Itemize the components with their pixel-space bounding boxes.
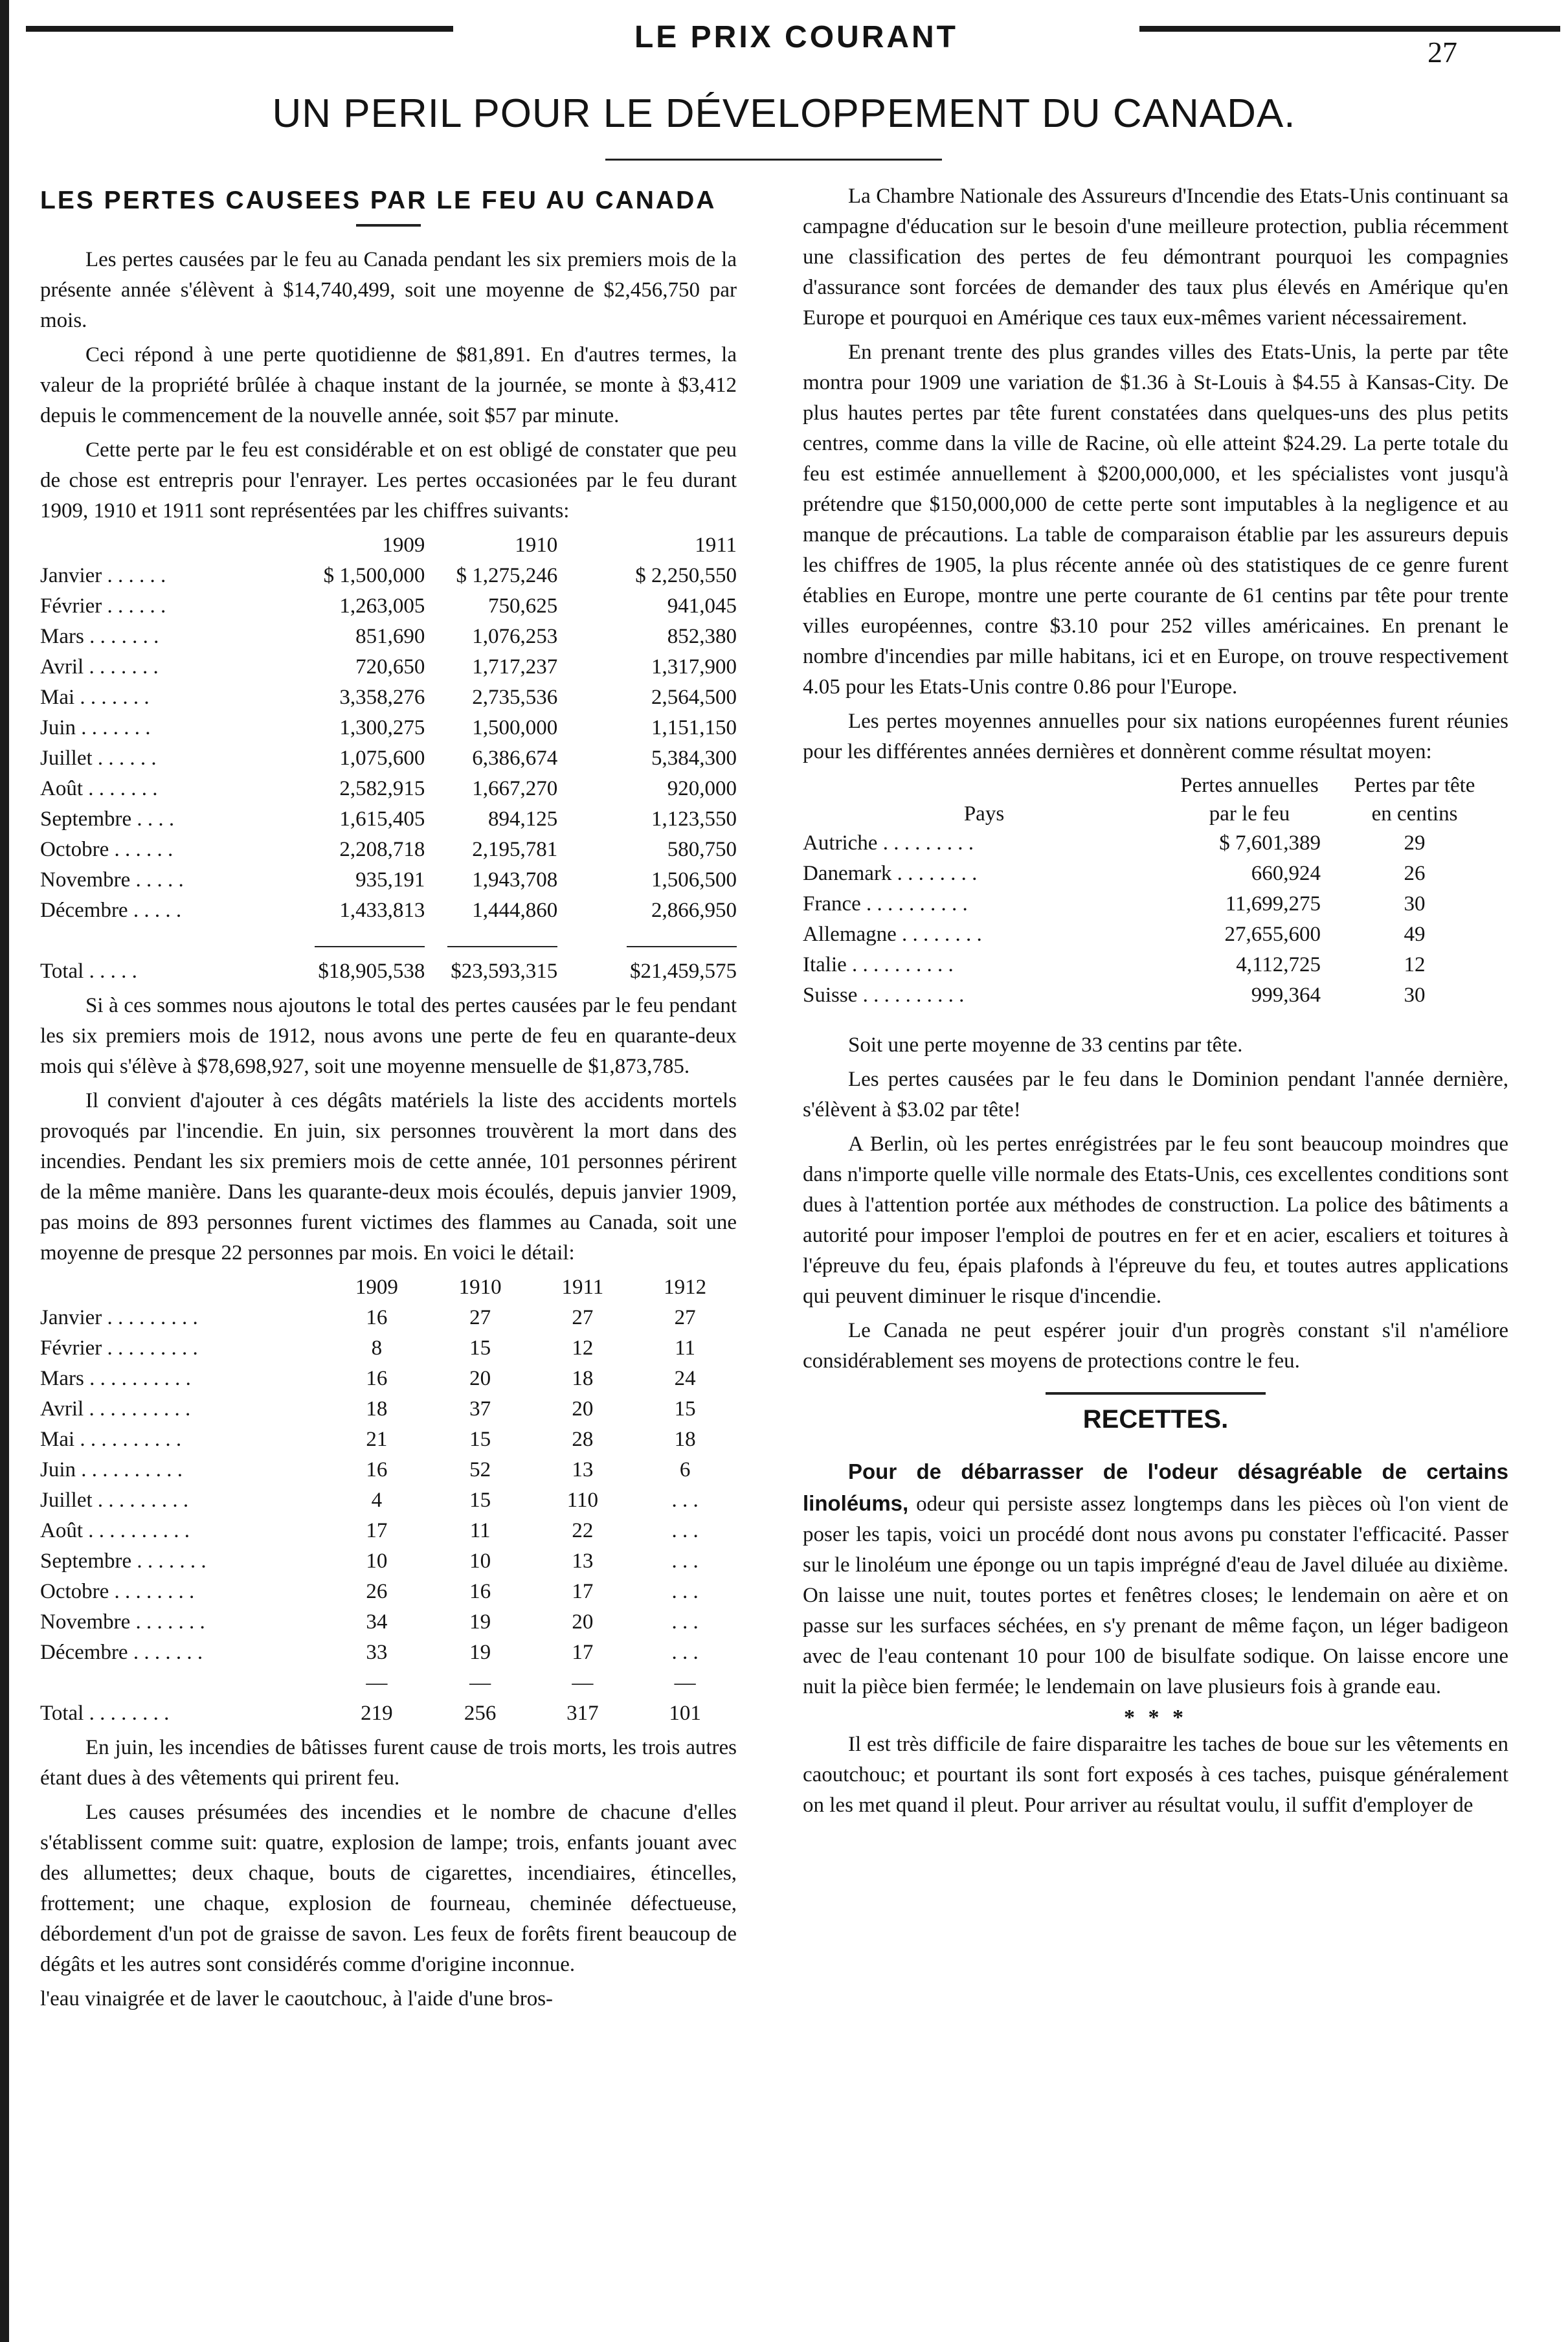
table-cell: Février . . . . . . . . .	[40, 1336, 198, 1360]
table-cell	[425, 926, 557, 956]
table-cell: 101	[669, 1702, 701, 1725]
masthead: LE PRIX COURANT	[453, 22, 1139, 53]
table-cell: Mars . . . . . . .	[40, 625, 159, 648]
table-cell: 52	[469, 1458, 491, 1481]
paragraph: Il convient d'ajouter à ces dégâts matériels la liste des accidents mortels provoqués par l'incendie. En juin, six personnes trouvèrent la mort dans des incendies. Pendant les six premiers mois de cette année, 101 personnes périrent de la même manière. Dans les quarante-deux mois écoulés, depuis janvier 1909, pas moins de 893 personnes furent victimes des flammes au Canada, soit une moyenne de presque 22 personnes par mois. En voici le détail:	[40, 1089, 737, 1265]
table-cell: 999,364	[1251, 984, 1321, 1007]
table-cell: 33	[366, 1641, 388, 1664]
column-header: 1909	[382, 534, 425, 557]
table-cell: 20	[572, 1397, 594, 1421]
table-cell: 13	[572, 1549, 594, 1573]
table-cell: 12	[572, 1336, 594, 1360]
paragraph: Si à ces sommes nous ajoutons le total des pertes causées par le feu pendant les six premiers mois de 1912, nous avons une perte de feu en quarante-deux mois qui s'élève à $78,698,927, soit une moyenne mensuelle de $1,873,785.	[40, 994, 737, 1078]
table-cell: $21,459,575	[630, 960, 737, 983]
table-cell: Octobre . . . . . . . .	[40, 1580, 195, 1603]
table-cell: 27	[469, 1306, 491, 1329]
table-cell: 15	[674, 1397, 696, 1421]
column-header: en centins	[1371, 802, 1458, 826]
paragraph: Les causes présumées des incendies et le nombre de chacune d'elles s'établissent comme suit: quatre, explosion de lampe; trois, enfants jouant avec des allumettes; deux chaque, bouts de cigarettes, incendiaires, étincelles, frottement; une chaque, explosion de fourneau, cheminée défectueuse, débordement d'un pot de graisse de savon. Les feux de forêts firent beaucoup de dégâts et les autres sont considérés comme d'origine inconnue.	[40, 1801, 737, 1976]
table-cell: $ 2,250,550	[635, 564, 737, 587]
table-cell: 20	[572, 1610, 594, 1634]
table-row	[803, 919, 1495, 950]
table-cell: Autriche . . . . . . . . .	[803, 831, 974, 855]
table-cell: 3,358,276	[339, 686, 425, 709]
total-row	[40, 1698, 737, 1729]
table-cell: Suisse . . . . . . . . . .	[803, 984, 965, 1007]
table-cell: 27	[674, 1306, 696, 1329]
column-header: Pays	[963, 802, 1005, 826]
table-cell: 29	[1404, 831, 1426, 855]
paragraph: l'eau vinaigrée et de laver le caoutchouc, à l'aide d'une bros-	[40, 1987, 554, 2010]
column-header: 1909	[355, 1276, 398, 1299]
sum-rule-row	[40, 926, 737, 956]
table-cell: 1,667,270	[472, 777, 558, 800]
table-cell: 1,615,405	[339, 807, 425, 831]
column-header: Pertes par tête	[1354, 774, 1475, 797]
table-cell: 1,151,150	[651, 716, 737, 739]
fire-loss-table	[40, 530, 737, 987]
table-cell: 1,076,253	[472, 625, 558, 648]
table-cell: 580,750	[667, 838, 737, 861]
table-cell: 317	[566, 1702, 599, 1725]
table-row	[40, 1424, 737, 1455]
table-cell: $18,905,538	[318, 960, 425, 983]
table-row	[40, 1455, 737, 1485]
table-cell: 935,191	[355, 868, 425, 892]
table-cell: 1,500,000	[472, 716, 558, 739]
table-cell	[803, 771, 1165, 800]
table-cell: 1,506,500	[651, 868, 737, 892]
table-cell: 10	[469, 1549, 491, 1573]
paragraph: A Berlin, où les pertes enrégistrées par le feu sont beaucoup moindres que dans n'importe quelle ville normale des Etats-Unis, ces excellentes conditions sont dues à l'attention portée aux méthodes de construction. La police des bâtiments a autorité pour imposer l'emploi de poutres en fer et en acier, escaliers et toitures à l'épreuve du feu, épais plafonds à l'épreuve du feu, et toutes autres applications qui peuvent diminuer le risque d'incendie.	[803, 1132, 1508, 1308]
table-row	[40, 743, 737, 774]
country-loss-table	[803, 771, 1495, 1011]
table-cell: 34	[366, 1610, 388, 1634]
table-cell: Novembre . . . . .	[40, 868, 184, 892]
table-cell	[40, 1668, 325, 1698]
table-cell: Juin . . . . . . . . . .	[40, 1458, 183, 1481]
recipe-text: odeur qui persiste assez longtemps dans les pièces où l'on vient de poser les tapis, voici un procédé dont nous avons pu constater l'efficacité. Passer sur le linoléum une éponge ou un tapis imprégné d'eau de Javel diluée au dixième. On laisse une nuit, toutes portes et fenêtres closes; le lendemain on aère et on passe sur les surfaces séchées, en s'y prenant de même façon, un léger badigeon avec de l'eau contenant 10 pour 100 de bisulfate sodique. On laisse encore une nuit la pièce bien fermée; le lendemain on lave plusieurs fois à grande eau.	[803, 1492, 1508, 1698]
table-row	[40, 1394, 737, 1424]
page-number: 27	[1428, 36, 1457, 69]
table-cell: 28	[572, 1428, 594, 1451]
table-cell: 851,690	[355, 625, 425, 648]
table-cell	[40, 926, 292, 956]
table-cell: 19	[469, 1641, 491, 1664]
table-cell: 21	[366, 1428, 388, 1451]
table-cell: France . . . . . . . . . .	[803, 892, 968, 916]
table-cell: 30	[1404, 892, 1426, 916]
table-cell: 27	[572, 1306, 594, 1329]
table-cell: Janvier . . . . . . . . .	[40, 1306, 198, 1329]
paragraph: En juin, les incendies de bâtisses furent cause de trois morts, les trois autres étant dues à des vêtements qui prirent feu.	[40, 1736, 737, 1790]
table-cell: Octobre . . . . . .	[40, 838, 174, 861]
table-cell: 26	[1404, 862, 1426, 885]
table-row	[40, 835, 737, 865]
table-cell: 256	[464, 1702, 497, 1725]
table-row	[40, 1607, 737, 1638]
page-title: UN PERIL POUR LE DÉVELOPPEMENT DU CANADA.	[272, 91, 1296, 136]
table-cell: 12	[1404, 953, 1426, 976]
table-cell: 19	[469, 1610, 491, 1634]
table-cell: . . .	[671, 1489, 699, 1512]
table-cell: 1,433,813	[339, 899, 425, 922]
asterism-separator: * * *	[1124, 1706, 1187, 1729]
section-heading: RECETTES.	[1082, 1405, 1229, 1434]
table-cell: Juillet . . . . . . . . .	[40, 1489, 189, 1512]
paragraph: Soit une perte moyenne de 33 centins par tête.	[848, 1033, 1243, 1057]
table-cell: 219	[361, 1702, 393, 1725]
table-row	[40, 591, 737, 622]
table-cell: 660,924	[1251, 862, 1321, 885]
table-cell: Août . . . . . . . . . .	[40, 1519, 190, 1542]
table-cell: Septembre . . . .	[40, 807, 175, 831]
table-cell: Allemagne . . . . . . . .	[803, 923, 982, 946]
paragraph: Les pertes causées par le feu au Canada pendant les six premiers mois de la présente année s'élèvent à $14,740,499, soit une moyenne de $2,456,750 par mois.	[40, 248, 737, 332]
table-cell: 1,263,005	[339, 594, 425, 618]
table-cell: 13	[572, 1458, 594, 1481]
table-cell: 26	[366, 1580, 388, 1603]
heading-rule	[356, 224, 421, 227]
table-row	[803, 950, 1495, 980]
table-cell: 110	[566, 1489, 598, 1512]
fire-deaths-table	[40, 1272, 737, 1729]
paragraph: Cette perte par le feu est considérable et on est obligé de constater que peu de chose est entrepris pour l'enrayer. Les pertes occasionées par le feu durant 1909, 1910 et 1911 sont représentées par les chiffres suivants:	[40, 438, 737, 523]
table-cell: 11	[469, 1519, 491, 1542]
column-header: Pertes annuelles	[1180, 774, 1319, 797]
table-cell: Mai . . . . . . . . . .	[40, 1428, 182, 1451]
table-cell: Danemark . . . . . . . .	[803, 862, 978, 885]
table-cell: 30	[1404, 984, 1426, 1007]
table-row	[40, 804, 737, 835]
table-row	[40, 1516, 737, 1546]
table-cell: Juillet . . . . . .	[40, 747, 157, 770]
table-cell: Août . . . . . . .	[40, 777, 158, 800]
table-cell: 49	[1404, 923, 1426, 946]
table-row	[40, 652, 737, 682]
table-cell: 2,208,718	[339, 838, 425, 861]
column-header: 1912	[664, 1276, 707, 1299]
table-cell: . . .	[671, 1641, 699, 1664]
table-cell: Décembre . . . . . . .	[40, 1641, 203, 1664]
paragraph: La Chambre Nationale des Assureurs d'Incendie des Etats-Unis continuant sa campagne d'éducation sur le besoin d'une meilleure protection, publia récemment une classification des pertes de feu démontrant pourquoi les compagnies d'assurance sont forcées de demander des taux plus élevés en Amérique qu'en Europe et pourquoi en Amérique ces taux eux-mêmes varient nécessairement.	[803, 185, 1508, 330]
section-heading: LES PERTES CAUSEES PAR LE FEU AU CANADA	[40, 186, 717, 214]
table-cell: 2,735,536	[472, 686, 558, 709]
table-cell: Mai . . . . . . .	[40, 686, 150, 709]
table-cell	[40, 1272, 325, 1303]
table-cell: 11	[675, 1336, 696, 1360]
table-cell: 1,317,900	[651, 655, 737, 679]
table-row	[803, 980, 1495, 1011]
table-cell: —	[674, 1671, 696, 1695]
table-row	[40, 774, 737, 804]
table-cell: 11,699,275	[1225, 892, 1321, 916]
table-cell: 15	[469, 1336, 491, 1360]
table-cell: 6	[679, 1458, 691, 1481]
table-cell: 16	[366, 1367, 388, 1390]
table-cell: 18	[674, 1428, 696, 1451]
table-cell: Décembre . . . . .	[40, 899, 182, 922]
table-cell: 18	[572, 1367, 594, 1390]
table-cell: 2,582,915	[339, 777, 425, 800]
table-cell: 18	[366, 1397, 388, 1421]
table-row	[803, 859, 1495, 889]
table-row	[40, 1546, 737, 1577]
table-row	[40, 1303, 737, 1333]
table-row	[40, 895, 737, 926]
table-cell: —	[469, 1671, 491, 1695]
table-cell: $ 1,275,246	[456, 564, 558, 587]
table-cell: 24	[674, 1367, 696, 1390]
table-cell: 10	[366, 1549, 388, 1573]
table-row	[40, 713, 737, 743]
recipe-paragraph	[803, 1456, 1508, 1702]
table-cell: —	[572, 1671, 594, 1695]
table-cell: 1,444,860	[472, 899, 558, 922]
table-cell: 17	[366, 1519, 388, 1542]
table-cell: Février . . . . . .	[40, 594, 166, 618]
table-cell	[292, 926, 425, 956]
column-header: 1910	[458, 1276, 502, 1299]
total-row	[40, 956, 737, 987]
table-cell: . . .	[671, 1580, 699, 1603]
table-cell: Novembre . . . . . . .	[40, 1610, 205, 1634]
right-column	[803, 181, 1508, 1825]
table-row	[40, 1638, 737, 1668]
table-cell	[40, 530, 292, 561]
table-cell: 6,386,674	[472, 747, 558, 770]
table-cell: 720,650	[355, 655, 425, 679]
table-row	[40, 1577, 737, 1607]
table-cell: Janvier . . . . . .	[40, 564, 166, 587]
left-column	[40, 181, 737, 2018]
paragraph: Ceci répond à une perte quotidienne de $81,891. En d'autres termes, la valeur de la propriété brûlée à chaque instant de la journée, se monte à $3,412 depuis le commencement de la nouvelle année, soit $57 par minute.	[40, 343, 737, 427]
table-row	[40, 1485, 737, 1516]
table-cell: Juin . . . . . . .	[40, 716, 151, 739]
table-cell: 5,384,300	[651, 747, 737, 770]
table-cell: 1,300,275	[339, 716, 425, 739]
table-cell: 22	[572, 1519, 594, 1542]
table-cell: 8	[371, 1336, 383, 1360]
table-cell: $ 7,601,389	[1219, 831, 1321, 855]
column-header: 1911	[561, 1276, 604, 1299]
table-cell: Avril . . . . . . .	[40, 655, 159, 679]
table-cell	[557, 926, 737, 956]
paragraph: Le Canada ne peut espérer jouir d'un progrès constant s'il n'améliore considérablement ses moyens de protections contre le feu.	[803, 1319, 1508, 1373]
paragraph: Les pertes causées par le feu dans le Dominion pendant l'année dernière, s'élèvent à $3.02 par tête!	[803, 1068, 1508, 1121]
column-header: par le feu	[1209, 802, 1290, 826]
table-cell: 4,112,725	[1236, 953, 1321, 976]
table-row	[40, 865, 737, 895]
paragraph: Il est très difficile de faire disparaitre les taches de boue sur les vêtements en caoutchouc; et pourtant ils sont fort exposés à ces taches, puisque généralement on les met quand il pleut. Pour arriver au résultat voulu, il suffit d'employer de	[803, 1733, 1508, 1817]
table-cell: 920,000	[667, 777, 737, 800]
dash-row	[40, 1668, 737, 1698]
table-cell: 16	[366, 1458, 388, 1481]
table-cell: 941,045	[667, 594, 737, 618]
table-cell: 1,717,237	[472, 655, 558, 679]
table-cell: . . .	[671, 1519, 699, 1542]
table-cell: . . .	[671, 1610, 699, 1634]
page-edge-shadow	[0, 0, 9, 2342]
table-row	[803, 828, 1495, 859]
table-cell: 1,943,708	[472, 868, 558, 892]
paragraph: En prenant trente des plus grandes villes des Etats-Unis, la perte par tête montra pour 1909 une variation de $1.36 à St-Louis à $4.55 à Kansas-City. De plus hautes pertes par tête furent constatées dans quelques-uns des plus petits centres, comme dans la ville de Racine, où elle atteint $24.29. La perte totale du feu est estimée annuellement à $200,000,000, et les spécialistes vont jusqu'à prétendre que $150,000,000 de cette perte sont imputables à la negligence et au manque de précautions. La table de comparaison établie par les assureurs depuis les chiffres de 1905, la plus récente année où des statistiques de ce genre furent établies en Europe, montre une perte courante de 61 centins par tête pour trente villes européennes, contre $3.10 pour 252 villes américaines. En prenant le nombre d'incendies par mille habitans, ici et en Europe, on trouve respectivement 4.05 pour les Etats-Unis contre 0.86 pour l'Europe.	[803, 341, 1508, 699]
table-cell: 15	[469, 1428, 491, 1451]
recipe-lead: Pour de débarrasser de l'odeur désagréable de certains linoléums,	[803, 1459, 1508, 1515]
table-cell: Septembre . . . . . . .	[40, 1549, 207, 1573]
column-header: 1910	[515, 534, 558, 557]
table-cell: 2,866,950	[651, 899, 737, 922]
table-cell: 1,123,550	[651, 807, 737, 831]
table-cell: 2,564,500	[651, 686, 737, 709]
section-rule	[1046, 1392, 1266, 1395]
table-cell: 1,075,600	[339, 747, 425, 770]
paragraph: Les pertes moyennes annuelles pour six nations européennes furent réunies pour les différentes années dernières et donnèrent comme résultat moyen:	[803, 710, 1508, 763]
table-row	[40, 1333, 737, 1364]
table-row	[40, 1364, 737, 1394]
title-rule	[605, 159, 942, 161]
table-cell: $23,593,315	[451, 960, 558, 983]
table-cell: —	[366, 1671, 388, 1695]
table-cell: 4	[371, 1489, 383, 1512]
table-cell: Avril . . . . . . . . . .	[40, 1397, 191, 1421]
column-header: 1911	[695, 534, 737, 557]
table-cell: 17	[572, 1641, 594, 1664]
table-cell: 852,380	[667, 625, 737, 648]
table-cell: 20	[469, 1367, 491, 1390]
table-cell: 2,195,781	[472, 838, 558, 861]
table-cell: 27,655,600	[1224, 923, 1321, 946]
table-cell: Total . . . . .	[40, 960, 137, 983]
table-cell: $ 1,500,000	[323, 564, 425, 587]
table-cell: 750,625	[488, 594, 558, 618]
table-cell: 15	[469, 1489, 491, 1512]
table-cell: 16	[366, 1306, 388, 1329]
table-cell: . . .	[671, 1549, 699, 1573]
table-row	[803, 889, 1495, 919]
table-row	[40, 561, 737, 591]
table-cell: 37	[469, 1397, 491, 1421]
table-cell: Mars . . . . . . . . . .	[40, 1367, 191, 1390]
table-cell: 16	[469, 1580, 491, 1603]
table-cell: Total . . . . . . . .	[40, 1702, 170, 1725]
table-cell: Italie . . . . . . . . . .	[803, 953, 954, 976]
table-row	[40, 622, 737, 652]
table-cell: 894,125	[488, 807, 558, 831]
table-row	[40, 682, 737, 713]
table-cell: 17	[572, 1580, 594, 1603]
